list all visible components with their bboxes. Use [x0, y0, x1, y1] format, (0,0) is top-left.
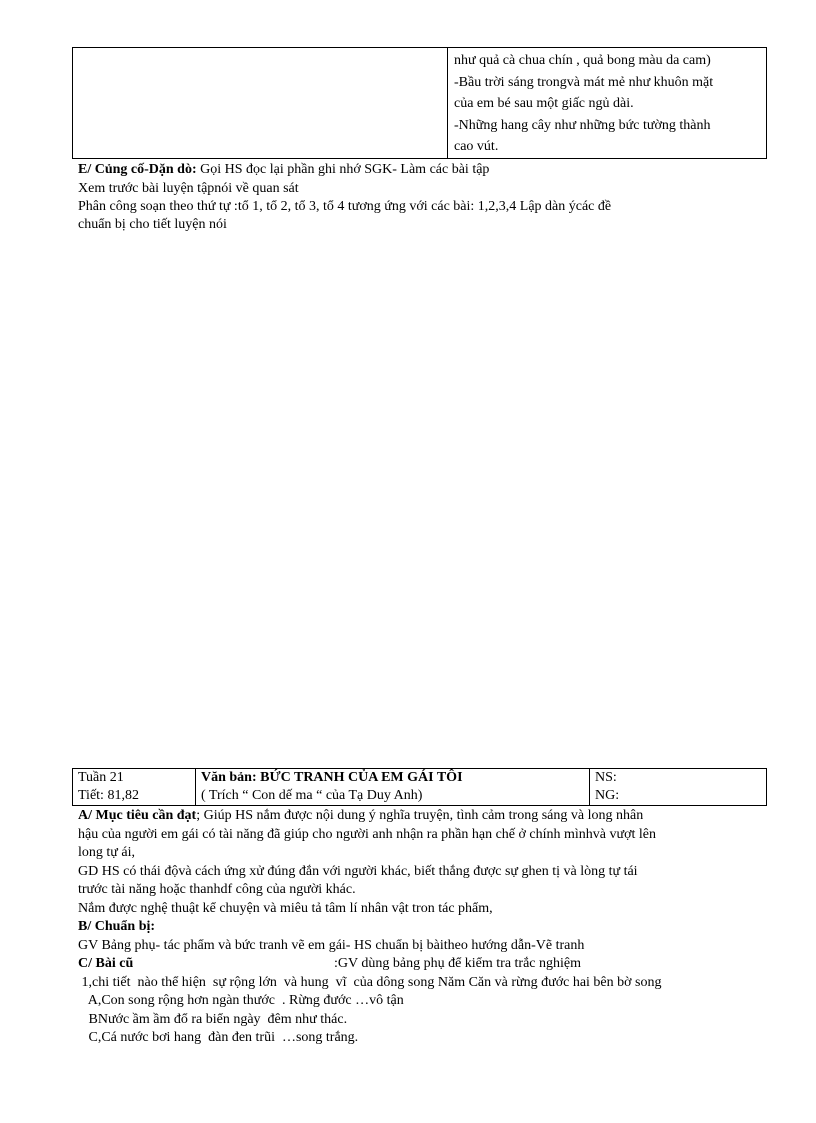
section-c-line: 1,chi tiết nào thể hiện sự rộng lớn và hung vĩ của dông song Năm Căn và rừng đước hai bên bờ song [78, 974, 662, 990]
section-a-line: Nắm được nghệ thuật kể chuyện và miêu tả tâm lí nhân vật tron tác phẩm, [78, 900, 493, 916]
section-c-heading-line [78, 955, 758, 974]
section-c-text: :GV dùng bảng phụ để kiểm tra trắc nghiệm [334, 956, 582, 971]
lesson-body [78, 807, 758, 1048]
period-label: Tiết: 81,82 [78, 788, 139, 803]
section-c-line: BNước ầm ầm đổ ra biển ngày đêm như thác. [78, 1011, 348, 1027]
section-a-line: long tự ái, [78, 845, 135, 860]
section-e-line: chuẩn bị cho tiết luyện nói [78, 217, 227, 232]
title-text: BỨC TRANH CỦA EM GÁI TÔI [256, 770, 463, 785]
lesson-header-table [72, 768, 767, 806]
lesson-title [201, 769, 584, 787]
section-b-heading: B/ Chuẩn bị: [78, 919, 156, 934]
section-e-heading: E/ Củng cố-Dặn dò: [78, 162, 197, 177]
title-cell [196, 769, 590, 806]
section-e-line: Phân công soạn theo thứ tự :tổ 1, tổ 2, tổ 3, tổ 4 tương ứng với các bài: 1,2,3,4 Lập dàn ýcác đề [78, 199, 612, 214]
section-e-line: Xem trước bài luyện tậpnói về quan sát [78, 181, 299, 196]
week-period-cell [73, 769, 196, 806]
dates-cell [590, 769, 767, 806]
table-right-cell [448, 48, 767, 159]
table-left-cell [73, 48, 448, 159]
section-a-text: ; Giúp HS nắm được nội dung ý nghĩa truyện, tình cảm trong sáng và long nhân [196, 808, 644, 823]
section-e-text: Gọi HS đọc lại phần ghi nhớ SGK- Làm các bài tập [196, 162, 490, 177]
top-table [72, 47, 767, 159]
week-label: Tuần 21 [78, 770, 124, 785]
section-e-heading-line [78, 161, 489, 179]
section-a-line: GD HS có thái độvà cách ứng xử đúng đắn với người khác, biết thắng được sự ghen tị và lòng tự tái [78, 863, 638, 879]
section-c-line: C,Cá nước bơi hang đàn đen trũi …song trắng. [78, 1030, 359, 1045]
table-line: như quả cà chua chín , quả bong màu da cam) [454, 53, 711, 68]
table-line: cao vút. [454, 139, 499, 154]
section-c-heading: C/ Bài cũ [78, 956, 134, 971]
section-b-heading-line [78, 918, 758, 937]
section-a-line: trước tài năng hoặc thanhdf công của người khác. [78, 882, 356, 897]
section-a-line: hậu của người em gái có tài năng đã giúp cho người anh nhận ra phần hạn chế ở chính mìnhvà vượt lên [78, 826, 656, 842]
ns-label: NS: [595, 770, 617, 785]
title-label: Văn bản: [201, 770, 257, 785]
section-b-text: GV Bảng phụ- tác phẩm và bức tranh vẽ em gái- HS chuẩn bị bàitheo hướng dẫn-Vẽ tranh [78, 937, 585, 953]
table-line: -Bầu trời sáng trongvà mát mẻ như khuôn mặt [454, 74, 714, 90]
section-a-heading: A/ Mục tiêu cần đạt [78, 808, 197, 823]
section-c-line: A,Con song rộng hơn ngàn thước . Rừng đước …vô tận [78, 993, 404, 1008]
table-line: -Những hang cây như những bức tường thành [454, 117, 711, 133]
ng-label: NG: [595, 788, 620, 803]
section-a-line [78, 807, 758, 826]
table-line: của em bé sau một giấc ngủ dài. [454, 96, 634, 111]
lesson-subtitle: ( Trích “ Con dế ma “ của Tạ Duy Anh) [201, 788, 423, 803]
